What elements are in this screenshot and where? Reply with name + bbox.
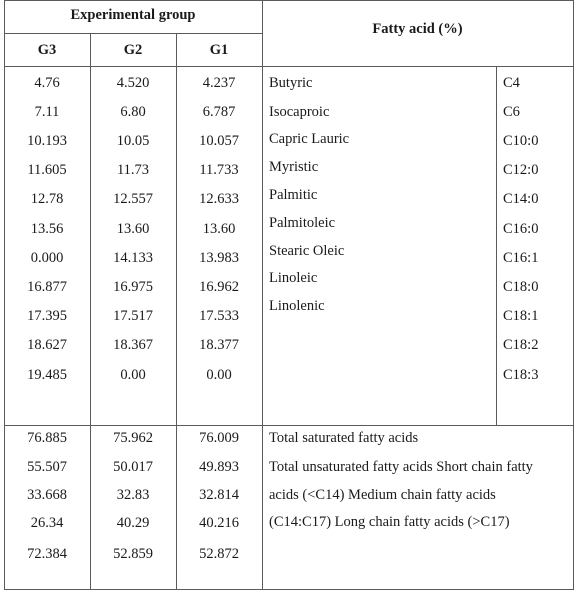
cell-g1: 16.962 <box>199 279 239 295</box>
cell-g2: 4.520 <box>116 75 150 91</box>
cell-g3: 0.000 <box>30 250 64 266</box>
cell-g3: 16.877 <box>27 279 67 295</box>
fatty-acid-code: C10:0 <box>503 133 539 149</box>
cell-g3: 19.485 <box>27 367 67 383</box>
cell-g3: 17.395 <box>27 308 67 324</box>
rule-right <box>573 0 574 590</box>
fatty-acid-name: Palmitic <box>269 187 318 203</box>
total-cell-g2: 50.017 <box>113 459 153 475</box>
total-cell-g1: 52.872 <box>199 546 239 562</box>
cell-g1: 13.983 <box>199 250 239 266</box>
rule-name-code <box>496 66 497 425</box>
fatty-acid-name: Myristic <box>269 159 319 175</box>
total-cell-g2: 40.29 <box>116 515 150 531</box>
cell-g1: 12.633 <box>199 191 239 207</box>
total-cell-g2: 75.962 <box>113 430 153 446</box>
cell-g3: 13.56 <box>30 221 64 237</box>
rule-top <box>4 0 574 1</box>
cell-g1: 18.377 <box>199 337 239 353</box>
fatty-acid-name: Isocaproic <box>269 104 330 120</box>
cell-g2: 18.367 <box>113 337 153 353</box>
fatty-acid-code: C18:0 <box>503 279 539 295</box>
cell-g3: 10.193 <box>27 133 67 149</box>
total-cell-g1: 32.814 <box>199 487 239 503</box>
fatty-acid-name: Linolenic <box>269 298 325 314</box>
total-cell-g1: 76.009 <box>199 430 239 446</box>
total-cell-g1: 49.893 <box>199 459 239 475</box>
cell-g2: 0.00 <box>120 367 146 383</box>
fatty-acid-code: C18:2 <box>503 337 539 353</box>
fatty-acid-code: C16:1 <box>503 250 539 266</box>
totals-description: Total unsaturated fatty acids Short chain fatty acids (<C14) Medium chain fatty acids (C14:C17) Long chain fatty acids (>C17) <box>269 459 533 530</box>
fatty-acid-code: C16:0 <box>503 221 539 237</box>
cell-g2: 12.557 <box>113 191 153 207</box>
cell-g3: 4.76 <box>34 75 60 91</box>
fatty-acid-table <box>4 0 574 590</box>
fatty-acid-name: Butyric <box>269 75 313 91</box>
cell-g3: 11.605 <box>27 162 67 178</box>
total-cell-g3: 26.34 <box>30 515 64 531</box>
cell-g1: 13.60 <box>202 221 236 237</box>
cell-g3: 18.627 <box>27 337 67 353</box>
fatty-acid-name: Linoleic <box>269 270 318 286</box>
cell-g2: 6.80 <box>120 104 146 120</box>
total-cell-g2: 52.859 <box>113 546 153 562</box>
column-header-g3: G3 <box>37 42 57 58</box>
cell-g2: 11.73 <box>116 162 150 178</box>
fatty-acid-header: Fatty acid (%) <box>372 21 463 37</box>
cell-g2: 16.975 <box>113 279 153 295</box>
fatty-acid-name: Capric Lauric <box>269 131 350 147</box>
fatty-acid-name: Palmitoleic <box>269 215 336 231</box>
experimental-group-header: Experimental group <box>70 7 196 23</box>
total-cell-g3: 55.507 <box>27 459 67 475</box>
cell-g1: 4.237 <box>202 75 236 91</box>
fatty-acid-code: C6 <box>503 104 520 120</box>
totals-label-saturated: Total saturated fatty acids <box>269 430 419 446</box>
cell-g2: 17.517 <box>113 308 153 324</box>
cell-g1: 10.057 <box>199 133 239 149</box>
fatty-acid-code: C18:3 <box>503 367 539 383</box>
total-cell-g3: 33.668 <box>27 487 67 503</box>
fatty-acid-code: C18:1 <box>503 308 539 324</box>
total-cell-g2: 32.83 <box>116 487 150 503</box>
total-cell-g1: 40.216 <box>199 515 239 531</box>
total-cell-g3: 72.384 <box>27 546 67 562</box>
fatty-acid-code: C14:0 <box>503 191 539 207</box>
cell-g2: 13.60 <box>116 221 150 237</box>
rule-group-name <box>262 0 263 590</box>
fatty-acid-code: C4 <box>503 75 520 91</box>
cell-g2: 10.05 <box>116 133 150 149</box>
cell-g1: 17.533 <box>199 308 239 324</box>
column-header-g1: G1 <box>209 42 229 58</box>
total-cell-g3: 76.885 <box>27 430 67 446</box>
cell-g1: 6.787 <box>202 104 236 120</box>
cell-g1: 11.733 <box>199 162 239 178</box>
cell-g2: 14.133 <box>113 250 153 266</box>
cell-g3: 7.11 <box>34 104 60 120</box>
fatty-acid-name: Stearic Oleic <box>269 243 345 259</box>
column-header-g2: G2 <box>123 42 143 58</box>
cell-g3: 12.78 <box>30 191 64 207</box>
cell-g1: 0.00 <box>206 367 232 383</box>
fatty-acid-code: C12:0 <box>503 162 539 178</box>
rule-group-header <box>4 33 262 34</box>
